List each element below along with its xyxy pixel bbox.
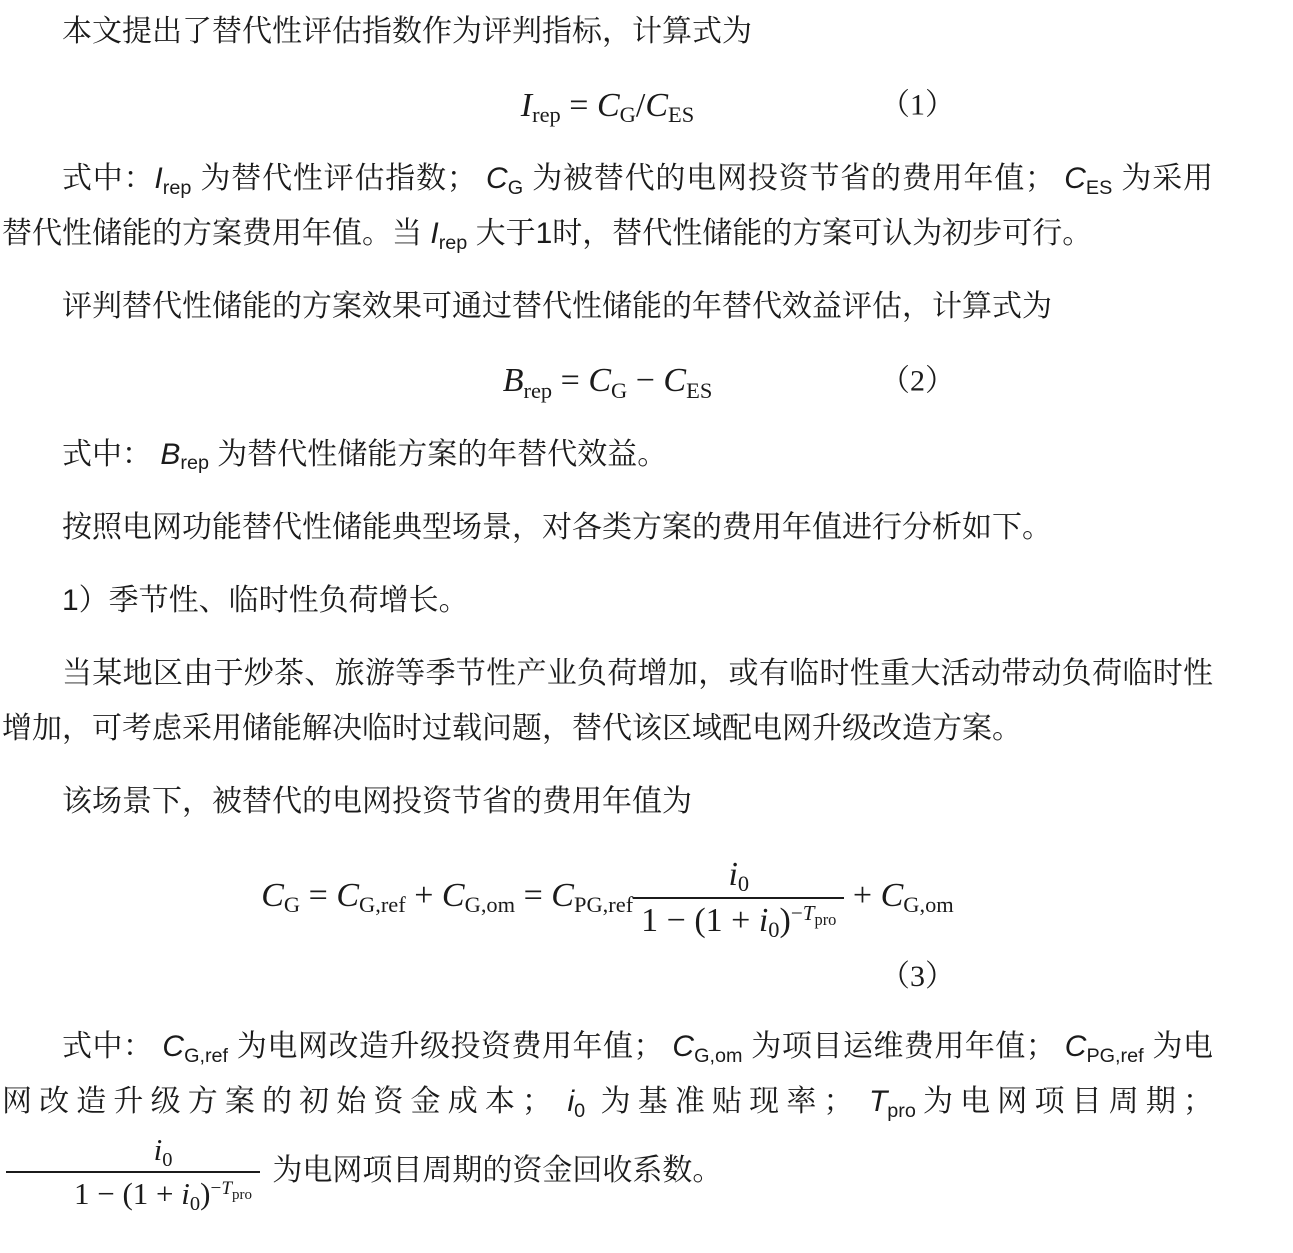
text-run: 1 − (1 + bbox=[74, 1176, 182, 1212]
math-variable bbox=[551, 876, 634, 918]
para-scenario-intro bbox=[2, 500, 1213, 555]
variable-subscript: 0 bbox=[574, 1099, 586, 1122]
math-variable bbox=[758, 902, 780, 943]
equation-number: （2） bbox=[880, 363, 955, 397]
text-run: = bbox=[552, 362, 589, 400]
text-run: 为替代性评估指数； bbox=[191, 162, 487, 196]
variable-base: C bbox=[645, 86, 669, 124]
equation-body bbox=[261, 853, 954, 943]
text-run: = bbox=[300, 876, 337, 914]
variable-base: C bbox=[336, 876, 360, 914]
variable-subscript: 0 bbox=[162, 1149, 173, 1171]
variable-subscript: G,om bbox=[464, 892, 516, 918]
variable-base: C bbox=[162, 1030, 185, 1064]
math-variable bbox=[567, 1085, 586, 1122]
variable-subscript: rep bbox=[180, 452, 209, 475]
variable-subscript: pro bbox=[814, 910, 837, 930]
variable-subscript: rep bbox=[532, 102, 561, 128]
text-run: 为被替代的电网投资节省的费用年值； bbox=[523, 162, 1065, 196]
variable-base: i bbox=[153, 1132, 163, 1168]
math-variable bbox=[336, 876, 406, 918]
math-variable bbox=[486, 162, 524, 199]
variable-base: C bbox=[441, 876, 465, 914]
variable-subscript: rep bbox=[162, 176, 192, 199]
para-eq2-legend bbox=[2, 427, 1213, 482]
math-variable bbox=[162, 1030, 229, 1067]
variable-base: C bbox=[1064, 1030, 1087, 1064]
variable-base: I bbox=[154, 162, 163, 196]
equation-3 bbox=[2, 853, 1213, 995]
variable-base: T bbox=[221, 1177, 232, 1199]
variable-subscript: ES bbox=[686, 377, 713, 403]
text-run: − bbox=[210, 1177, 222, 1199]
variable-subscript: rep bbox=[438, 231, 468, 254]
math-variable bbox=[261, 876, 301, 918]
variable-base: i bbox=[728, 855, 738, 893]
para-intro-index bbox=[2, 4, 1213, 59]
text-run: 大于1时，替代性储能的方案可认为初步可行。 bbox=[467, 217, 1093, 251]
math-variable bbox=[1064, 1030, 1144, 1067]
para-eq3-intro bbox=[2, 774, 1213, 829]
variable-base: B bbox=[160, 437, 181, 471]
equation-2 bbox=[2, 358, 1213, 402]
math-variable bbox=[153, 1132, 173, 1171]
variable-base: C bbox=[672, 1030, 695, 1064]
equation-body bbox=[521, 85, 694, 128]
text-run: + bbox=[844, 876, 881, 914]
text-run: 式中： bbox=[62, 437, 161, 471]
para-eq1-legend bbox=[2, 151, 1213, 261]
variable-base: I bbox=[430, 217, 439, 251]
variable-subscript: G bbox=[283, 892, 301, 918]
math-variable bbox=[160, 437, 209, 475]
text-run: − bbox=[627, 362, 664, 400]
variable-base: i bbox=[181, 1176, 190, 1212]
para-scenario-1-title bbox=[2, 573, 1213, 628]
math-variable bbox=[154, 162, 192, 199]
para-scenario-1-desc bbox=[2, 646, 1213, 756]
variable-base: I bbox=[520, 86, 533, 124]
variable-subscript: ES bbox=[1085, 176, 1113, 199]
variable-subscript: G bbox=[507, 176, 524, 199]
text-run: 式中： bbox=[62, 162, 155, 196]
math-variable bbox=[430, 217, 468, 254]
variable-base: T bbox=[868, 1085, 888, 1119]
math-variable bbox=[441, 876, 516, 918]
variable-base: i bbox=[567, 1085, 575, 1119]
superscript bbox=[790, 900, 837, 930]
text-run: ) bbox=[200, 1176, 211, 1212]
text-run: 按照电网功能替代性储能典型场景，对各类方案的费用年值进行分析如下。 bbox=[62, 510, 1052, 544]
variable-base: B bbox=[502, 362, 524, 400]
text-run: 为基准贴现率； bbox=[585, 1085, 869, 1119]
fraction bbox=[633, 853, 844, 943]
variable-subscript: G,om bbox=[694, 1044, 743, 1067]
variable-base: C bbox=[663, 362, 687, 400]
text-run: 当某地区由于炒茶、旅游等季节性产业负荷增加，或有临时性重大活动带动负荷临时性增加，可考虑采用储能解决临时过载问题，替代该区域配电网升级改造方案。 bbox=[2, 656, 1213, 745]
fraction bbox=[6, 1129, 260, 1215]
equation-number: （3） bbox=[880, 959, 955, 993]
variable-subscript: G bbox=[611, 377, 628, 403]
variable-subscript: 0 bbox=[189, 1192, 201, 1215]
math-variable bbox=[880, 876, 954, 918]
text-run: 为电网改造升级投资费用年值； bbox=[228, 1030, 673, 1064]
variable-base: C bbox=[588, 362, 612, 400]
variable-base: i bbox=[758, 902, 769, 940]
variable-subscript: G bbox=[619, 102, 636, 128]
variable-base: C bbox=[1064, 162, 1086, 196]
variable-subscript: pro bbox=[887, 1099, 916, 1122]
math-variable bbox=[181, 1176, 201, 1215]
text-run: 本文提出了替代性评估指数作为评判指标，计算式为 bbox=[62, 15, 752, 48]
text-run: = bbox=[515, 876, 552, 914]
variable-base: T bbox=[802, 900, 815, 925]
text-run: 该场景下，被替代的电网投资节省的费用年值为 bbox=[62, 784, 692, 818]
math-variable bbox=[672, 1030, 743, 1067]
text-run: 评判替代性储能的方案效果可通过替代性储能的年替代效益评估，计算式为 bbox=[62, 290, 1052, 324]
equation-body bbox=[503, 360, 713, 403]
math-variable bbox=[663, 362, 713, 403]
text-run: / bbox=[635, 86, 646, 124]
variable-subscript: PG,ref bbox=[573, 892, 634, 918]
fraction-numerator bbox=[633, 853, 844, 897]
para-eq3-legend bbox=[2, 1019, 1213, 1215]
math-variable bbox=[1064, 162, 1113, 199]
text-run: = bbox=[560, 86, 597, 124]
variable-subscript: pro bbox=[232, 1186, 252, 1203]
variable-base: C bbox=[596, 86, 620, 124]
variable-base: C bbox=[551, 876, 574, 914]
fraction-denominator bbox=[633, 897, 844, 943]
text-run: 1）季节性、临时性负荷增长。 bbox=[62, 583, 469, 617]
superscript bbox=[210, 1177, 252, 1203]
math-variable bbox=[221, 1177, 252, 1203]
math-variable bbox=[645, 86, 695, 128]
math-variable bbox=[588, 362, 628, 403]
math-variable bbox=[728, 855, 750, 897]
math-variable bbox=[520, 86, 561, 128]
text-run: + bbox=[405, 876, 442, 914]
text-run: 为电网项目周期； bbox=[915, 1085, 1214, 1119]
math-variable bbox=[502, 362, 553, 403]
text-run: 为项目运维费用年值； bbox=[742, 1030, 1065, 1064]
text-run: 为替代性储能方案的年替代效益。 bbox=[208, 437, 668, 471]
variable-subscript: PG,ref bbox=[1086, 1044, 1144, 1067]
para-benefit-intro bbox=[2, 279, 1213, 334]
variable-base: C bbox=[486, 162, 508, 196]
text-run: 为采用替代性储能的方案费用年值。当 bbox=[2, 162, 1214, 251]
equation-1 bbox=[2, 83, 1213, 127]
math-variable bbox=[868, 1085, 916, 1122]
text-run: 式中： bbox=[62, 1030, 163, 1064]
variable-base: C bbox=[880, 876, 904, 914]
variable-subscript: ES bbox=[668, 102, 695, 128]
variable-subscript: G,om bbox=[903, 892, 954, 918]
variable-subscript: G,ref bbox=[359, 892, 406, 918]
text-run: − bbox=[790, 900, 803, 925]
math-variable bbox=[802, 900, 837, 930]
variable-subscript: G,ref bbox=[184, 1044, 229, 1067]
math-variable bbox=[596, 86, 636, 128]
text-run: 1 − (1 + bbox=[641, 902, 759, 940]
variable-subscript: 0 bbox=[768, 917, 780, 943]
equation-number: （1） bbox=[880, 88, 955, 122]
text-run: 为电网改造升级方案的初始资金成本； bbox=[2, 1030, 1213, 1119]
variable-subscript: rep bbox=[523, 377, 553, 403]
text-run: ) bbox=[779, 902, 791, 940]
fraction-numerator bbox=[6, 1129, 260, 1171]
variable-subscript: 0 bbox=[737, 871, 750, 897]
text-run: 为电网项目周期的资金回收系数。 bbox=[263, 1154, 723, 1188]
fraction-denominator bbox=[6, 1171, 260, 1215]
variable-base: C bbox=[261, 876, 284, 914]
